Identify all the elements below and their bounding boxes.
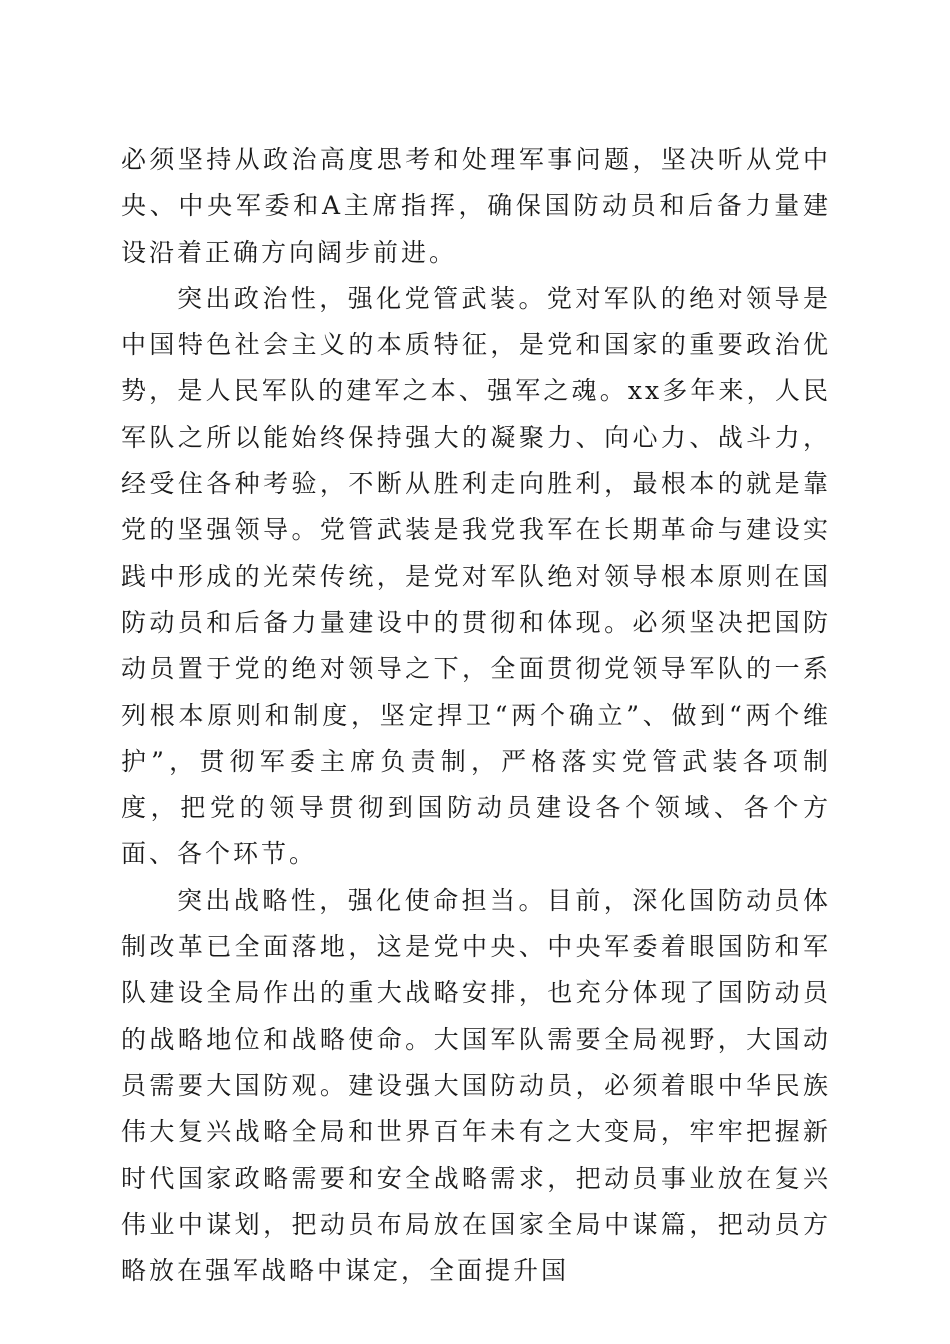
paragraph-strategic: 突出战略性，强化使命担当。目前，深化国防动员体制改革已全面落地，这是党中央、中央军委着眼国防和军队建设全局作出的重大战略安排，也充分体现了国防动员的战略地位和战略使命。大国军队需要全局视野，大国动员需要大国防观。建设强大国防动员，必须着眼中华民族伟大复兴战略全局和世界百年未有之大变局，牢牢把握新时代国家政略需要和安全战略需求，把动员事业放在复兴伟业中谋划，把动员布局放在国家全局中谋篇，把动员方略放在强军战略中谋定，全面提升国: [121, 885, 831, 1286]
paragraph-political: 突出政治性，强化党管武装。党对军队的绝对领导是中国特色社会主义的本质特征，是党和国家的重要政治优势，是人民军队的建军之本、强军之魂。xx多年来，人民军队之所以能始终保持强大的凝聚力、向心力、战斗力，经受住各种考验，不断从胜利走向胜利，最根本的就是靠党的坚强领导。党管武装是我党我军在长期革命与建设实践中形成的光荣传统，是党对军队绝对领导根本原则在国防动员和后备力量建设中的贯彻和体现。必须坚决把国防动员置于党的绝对领导之下，全面贯彻党领导军队的一系列根本原则和制度，坚定捍卫“两个确立”、做到“两个维护”，贯彻军委主席负责制，严格落实党管武装各项制度，把党的领导贯彻到国防动员建设各个领域、各个方面、各个环节。: [121, 283, 831, 869]
document-body: [121, 137, 831, 1294]
paragraph-continued: 必须坚持从政治高度思考和处理军事问题，坚决听从党中央、中央军委和A主席指挥，确保国防动员和后备力量建设沿着正确方向阔步前进。: [121, 145, 831, 267]
